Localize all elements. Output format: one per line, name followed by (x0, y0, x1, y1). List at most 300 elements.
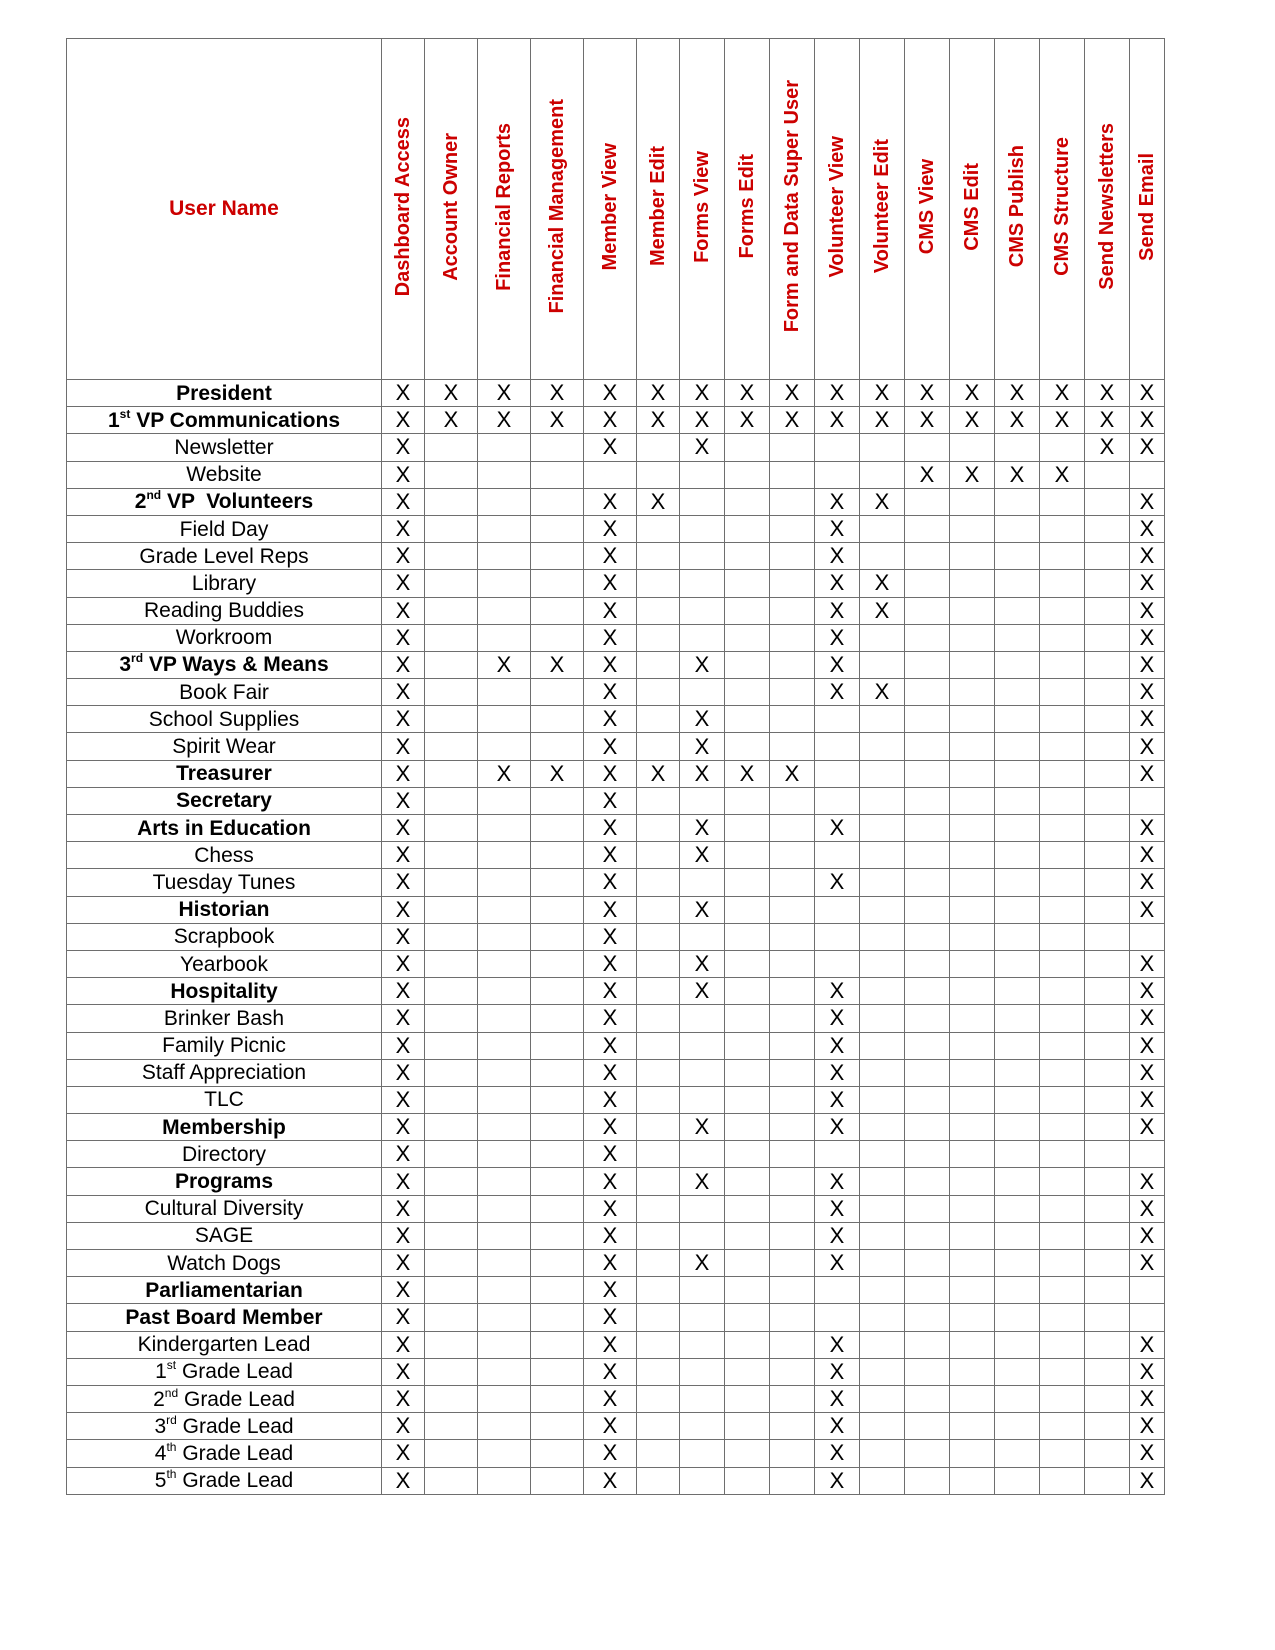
permission-cell-dashboard-access (382, 1222, 425, 1249)
permission-cell-account-owner (425, 733, 478, 760)
permission-cell-financial-management (531, 515, 584, 542)
permission-cell-volunteer-view (815, 950, 860, 977)
permission-mark: X (496, 651, 512, 677)
permission-cell-send-newsletters (1085, 1467, 1130, 1494)
permission-cell-volunteer-edit (860, 624, 905, 651)
user-name-text: SAGE (194, 1224, 254, 1248)
permission-cell-forms-view (680, 1277, 725, 1304)
permission-mark: X (829, 1086, 845, 1112)
permission-cell-form-data-super-user (770, 1059, 815, 1086)
permission-mark: X (1054, 407, 1070, 433)
permission-mark: X (395, 1114, 411, 1140)
permission-cell-cms-edit (950, 1032, 995, 1059)
permission-cell-form-data-super-user (770, 978, 815, 1005)
permission-cell-form-data-super-user (770, 1141, 815, 1168)
permission-mark: X (829, 1195, 845, 1221)
permission-mark: X (694, 651, 710, 677)
table-row (67, 815, 1165, 842)
permission-cell-volunteer-edit (860, 1277, 905, 1304)
permission-mark: X (602, 1304, 618, 1330)
permission-mark: X (602, 1331, 618, 1357)
permission-cell-cms-edit (950, 733, 995, 760)
column-header-label: Form and Data Super User (781, 80, 803, 333)
permission-cell-financial-management (531, 950, 584, 977)
permission-cell-cms-publish (995, 896, 1040, 923)
user-name-cell (67, 950, 382, 977)
user-name-text: Library (191, 571, 257, 595)
user-name-text: Grade Lead (183, 1387, 295, 1411)
user-name-cell (67, 842, 382, 869)
permission-cell-account-owner (425, 570, 478, 597)
permission-cell-forms-view (680, 597, 725, 624)
permission-cell-cms-view (905, 978, 950, 1005)
permission-mark: X (395, 488, 411, 514)
permission-mark: X (1139, 1386, 1155, 1412)
permission-cell-member-edit (637, 760, 680, 787)
permission-cell-send-email (1130, 461, 1165, 488)
permission-mark: X (395, 923, 411, 949)
permission-cell-cms-view (905, 624, 950, 651)
permission-cell-member-view (584, 733, 637, 760)
permission-cell-member-edit (637, 1331, 680, 1358)
permission-mark: X (874, 380, 890, 406)
permission-mark: X (1139, 1114, 1155, 1140)
permission-cell-dashboard-access (382, 1032, 425, 1059)
user-name-cell (67, 679, 382, 706)
permission-mark: X (1139, 1331, 1155, 1357)
permission-cell-member-edit (637, 1467, 680, 1494)
permission-cell-forms-view (680, 896, 725, 923)
ordinal-number: 2 (153, 1387, 165, 1411)
permission-cell-financial-management (531, 461, 584, 488)
ordinal-suffix: th (166, 1439, 177, 1454)
user-name-cell (67, 515, 382, 542)
permission-mark: X (395, 760, 411, 786)
permission-cell-cms-structure (1040, 488, 1085, 515)
user-name-text: Family Picnic (162, 1034, 286, 1058)
permission-cell-dashboard-access (382, 1168, 425, 1195)
permission-cell-cms-edit (950, 1222, 995, 1249)
user-name-text: VP Ways & Means (148, 653, 329, 677)
permission-cell-volunteer-edit (860, 380, 905, 407)
permission-cell-send-email (1130, 923, 1165, 950)
table-row (67, 515, 1165, 542)
permission-mark: X (602, 760, 618, 786)
user-name-text: Kindergarten Lead (137, 1333, 311, 1357)
permission-mark: X (650, 760, 666, 786)
user-name-cell (67, 1032, 382, 1059)
permission-cell-cms-view (905, 407, 950, 434)
permission-cell-financial-reports (478, 1168, 531, 1195)
user-name-cell (67, 407, 382, 434)
permission-cell-volunteer-view (815, 1413, 860, 1440)
permission-mark: X (395, 951, 411, 977)
permission-mark: X (694, 760, 710, 786)
permission-cell-cms-structure (1040, 787, 1085, 814)
permission-cell-send-newsletters (1085, 1086, 1130, 1113)
permission-cell-forms-edit (725, 1032, 770, 1059)
permission-cell-forms-edit (725, 760, 770, 787)
table-row (67, 896, 1165, 923)
permission-cell-form-data-super-user (770, 1277, 815, 1304)
permission-cell-cms-structure (1040, 597, 1085, 624)
permission-cell-forms-edit (725, 679, 770, 706)
permission-cell-cms-structure (1040, 1114, 1085, 1141)
permission-cell-forms-view (680, 679, 725, 706)
column-header-cms-structure (1040, 39, 1085, 380)
permission-cell-forms-edit (725, 1385, 770, 1412)
permission-mark: X (1054, 380, 1070, 406)
table-row (67, 651, 1165, 678)
permission-cell-forms-view (680, 1358, 725, 1385)
permission-cell-form-data-super-user (770, 815, 815, 842)
permission-cell-member-view (584, 543, 637, 570)
permission-cell-dashboard-access (382, 1086, 425, 1113)
permission-cell-member-view (584, 651, 637, 678)
permission-cell-financial-reports (478, 407, 531, 434)
permission-cell-volunteer-view (815, 1059, 860, 1086)
permission-cell-cms-edit (950, 1086, 995, 1113)
permission-cell-cms-view (905, 896, 950, 923)
permission-cell-financial-reports (478, 733, 531, 760)
permission-cell-send-email (1130, 1467, 1165, 1494)
permission-cell-volunteer-edit (860, 1440, 905, 1467)
permission-cell-account-owner (425, 1358, 478, 1385)
permission-cell-member-view (584, 1413, 637, 1440)
permission-cell-financial-management (531, 896, 584, 923)
permission-cell-account-owner (425, 380, 478, 407)
permission-cell-cms-view (905, 1385, 950, 1412)
permission-mark: X (395, 1032, 411, 1058)
permission-cell-volunteer-view (815, 787, 860, 814)
permission-mark: X (964, 380, 980, 406)
permission-cell-cms-structure (1040, 570, 1085, 597)
permission-cell-form-data-super-user (770, 1250, 815, 1277)
permission-cell-dashboard-access (382, 488, 425, 515)
permission-cell-forms-edit (725, 570, 770, 597)
permission-cell-financial-management (531, 1005, 584, 1032)
permission-mark: X (395, 1358, 411, 1384)
permission-cell-dashboard-access (382, 896, 425, 923)
permission-cell-forms-view (680, 1222, 725, 1249)
permission-cell-dashboard-access (382, 651, 425, 678)
permission-cell-forms-view (680, 1440, 725, 1467)
permission-cell-volunteer-view (815, 1141, 860, 1168)
permission-mark: X (1139, 896, 1155, 922)
permission-cell-dashboard-access (382, 407, 425, 434)
permission-cell-cms-edit (950, 1059, 995, 1086)
permission-mark: X (1139, 951, 1155, 977)
permission-cell-cms-view (905, 1141, 950, 1168)
permission-cell-cms-structure (1040, 1277, 1085, 1304)
permission-cell-forms-view (680, 1168, 725, 1195)
permission-cell-dashboard-access (382, 434, 425, 461)
permission-mark: X (829, 407, 845, 433)
permission-cell-cms-edit (950, 515, 995, 542)
permission-cell-send-newsletters (1085, 597, 1130, 624)
permission-cell-volunteer-edit (860, 570, 905, 597)
permission-cell-send-email (1130, 1059, 1165, 1086)
permission-cell-financial-management (531, 407, 584, 434)
ordinal-suffix: rd (131, 651, 144, 666)
permission-cell-cms-structure (1040, 679, 1085, 706)
permission-cell-cms-structure (1040, 1440, 1085, 1467)
permission-mark: X (395, 1141, 411, 1167)
permission-cell-financial-reports (478, 760, 531, 787)
permission-cell-financial-management (531, 733, 584, 760)
permission-cell-volunteer-edit (860, 760, 905, 787)
user-name-cell (67, 651, 382, 678)
permission-mark: X (874, 407, 890, 433)
permission-mark: X (829, 380, 845, 406)
permission-mark: X (395, 1086, 411, 1112)
permission-cell-cms-structure (1040, 706, 1085, 733)
permission-cell-send-email (1130, 1032, 1165, 1059)
permission-cell-cms-structure (1040, 1331, 1085, 1358)
permission-cell-member-view (584, 1195, 637, 1222)
permission-cell-dashboard-access (382, 1440, 425, 1467)
permission-cell-forms-view (680, 706, 725, 733)
permission-cell-send-newsletters (1085, 760, 1130, 787)
permission-mark: X (496, 407, 512, 433)
permission-cell-financial-reports (478, 706, 531, 733)
permission-cell-forms-edit (725, 651, 770, 678)
user-name-cell (67, 461, 382, 488)
permission-mark: X (395, 516, 411, 542)
permission-mark: X (1139, 407, 1155, 433)
permission-cell-cms-view (905, 1195, 950, 1222)
table-row (67, 570, 1165, 597)
permission-cell-cms-view (905, 1086, 950, 1113)
permission-cell-cms-publish (995, 624, 1040, 651)
permission-cell-cms-structure (1040, 380, 1085, 407)
permission-cell-account-owner (425, 434, 478, 461)
user-name-text: Arts in Education (137, 816, 311, 840)
user-name-cell (67, 570, 382, 597)
permission-cell-form-data-super-user (770, 1005, 815, 1032)
permission-cell-cms-view (905, 515, 950, 542)
permission-cell-volunteer-view (815, 434, 860, 461)
permission-cell-financial-reports (478, 461, 531, 488)
permission-mark: X (1139, 815, 1155, 841)
permission-cell-send-email (1130, 978, 1165, 1005)
permission-mark: X (602, 706, 618, 732)
permission-cell-cms-publish (995, 787, 1040, 814)
permission-cell-send-email (1130, 1331, 1165, 1358)
permission-cell-volunteer-view (815, 1277, 860, 1304)
permission-cell-member-view (584, 1222, 637, 1249)
permission-cell-cms-structure (1040, 923, 1085, 950)
permission-mark: X (443, 380, 459, 406)
permission-cell-financial-management (531, 624, 584, 651)
permission-cell-financial-reports (478, 978, 531, 1005)
permission-mark: X (694, 434, 710, 460)
permission-cell-forms-view (680, 1195, 725, 1222)
permission-cell-member-view (584, 869, 637, 896)
permission-cell-cms-view (905, 1032, 950, 1059)
permission-cell-member-view (584, 1250, 637, 1277)
permission-mark: X (602, 516, 618, 542)
permission-cell-cms-view (905, 1222, 950, 1249)
permission-cell-send-email (1130, 597, 1165, 624)
user-name-cell (67, 1141, 382, 1168)
user-name-cell (67, 1413, 382, 1440)
table-row (67, 1440, 1165, 1467)
user-name-text: Scrapbook (173, 925, 275, 949)
permission-cell-send-newsletters (1085, 1005, 1130, 1032)
permission-cell-cms-structure (1040, 515, 1085, 542)
permission-cell-send-newsletters (1085, 1032, 1130, 1059)
permission-cell-cms-publish (995, 1168, 1040, 1195)
ordinal-number: 5 (154, 1469, 167, 1493)
permission-cell-form-data-super-user (770, 651, 815, 678)
permission-cell-financial-reports (478, 815, 531, 842)
table-row (67, 733, 1165, 760)
permission-cell-forms-edit (725, 1413, 770, 1440)
permission-cell-member-edit (637, 651, 680, 678)
permission-cell-financial-management (531, 1467, 584, 1494)
permission-cell-forms-view (680, 1114, 725, 1141)
permission-cell-member-edit (637, 733, 680, 760)
permission-cell-cms-view (905, 570, 950, 597)
permission-mark: X (602, 1032, 618, 1058)
permission-cell-financial-management (531, 760, 584, 787)
permission-mark: X (650, 488, 666, 514)
permission-mark: X (395, 978, 411, 1004)
permission-cell-dashboard-access (382, 1277, 425, 1304)
permission-cell-dashboard-access (382, 733, 425, 760)
permission-cell-member-edit (637, 1059, 680, 1086)
permission-mark: X (829, 1467, 845, 1493)
permission-cell-member-view (584, 1304, 637, 1331)
column-header-label: Send Email (1136, 152, 1158, 261)
user-name-text: President (176, 381, 272, 405)
permission-cell-cms-edit (950, 1114, 995, 1141)
permission-cell-member-view (584, 488, 637, 515)
permission-cell-account-owner (425, 1440, 478, 1467)
permission-mark: X (694, 896, 710, 922)
permission-mark: X (549, 407, 565, 433)
permission-mark: X (829, 1331, 845, 1357)
permission-cell-financial-reports (478, 1358, 531, 1385)
permission-mark: X (1139, 1086, 1155, 1112)
permission-mark: X (602, 1222, 618, 1248)
user-name-text: TLC (204, 1088, 244, 1112)
permission-cell-account-owner (425, 1222, 478, 1249)
permission-cell-cms-edit (950, 461, 995, 488)
permission-cell-cms-publish (995, 1440, 1040, 1467)
permission-mark: X (395, 597, 411, 623)
permission-cell-member-view (584, 597, 637, 624)
permission-cell-member-view (584, 515, 637, 542)
permission-cell-financial-management (531, 488, 584, 515)
permission-cell-member-edit (637, 815, 680, 842)
permission-cell-member-edit (637, 1304, 680, 1331)
permission-cell-forms-edit (725, 815, 770, 842)
permission-cell-cms-edit (950, 1005, 995, 1032)
table-row (67, 1250, 1165, 1277)
permission-cell-volunteer-view (815, 380, 860, 407)
permission-cell-send-email (1130, 380, 1165, 407)
permission-cell-forms-edit (725, 543, 770, 570)
permission-mark: X (602, 787, 618, 813)
permission-cell-forms-view (680, 1385, 725, 1412)
permission-cell-send-email (1130, 1168, 1165, 1195)
user-name-cell (67, 1168, 382, 1195)
table-row (67, 1358, 1165, 1385)
permission-mark: X (395, 1005, 411, 1031)
column-header-volunteer-edit (860, 39, 905, 380)
permission-cell-send-email (1130, 1385, 1165, 1412)
permission-cell-send-email (1130, 1114, 1165, 1141)
permission-cell-forms-edit (725, 1250, 770, 1277)
permission-cell-volunteer-view (815, 488, 860, 515)
column-header-dashboard-access (382, 39, 425, 380)
permission-cell-dashboard-access (382, 679, 425, 706)
permission-cell-account-owner (425, 1114, 478, 1141)
permission-cell-forms-edit (725, 923, 770, 950)
permission-cell-financial-reports (478, 515, 531, 542)
permission-cell-forms-view (680, 923, 725, 950)
permission-cell-member-view (584, 760, 637, 787)
user-name-text: Watch Dogs (167, 1251, 281, 1275)
permission-cell-member-view (584, 1168, 637, 1195)
permission-cell-volunteer-edit (860, 733, 905, 760)
permission-cell-volunteer-edit (860, 869, 905, 896)
permission-mark: X (784, 407, 800, 433)
permission-cell-volunteer-view (815, 1032, 860, 1059)
permission-cell-cms-publish (995, 543, 1040, 570)
permission-cell-volunteer-view (815, 978, 860, 1005)
permission-cell-financial-reports (478, 624, 531, 651)
permission-cell-cms-view (905, 706, 950, 733)
permission-cell-volunteer-view (815, 1467, 860, 1494)
permission-mark: X (1139, 706, 1155, 732)
permission-cell-send-newsletters (1085, 1304, 1130, 1331)
permission-cell-send-email (1130, 896, 1165, 923)
permission-mark: X (694, 1168, 710, 1194)
permission-mark: X (650, 380, 666, 406)
permission-cell-dashboard-access (382, 543, 425, 570)
permission-cell-dashboard-access (382, 1059, 425, 1086)
permission-cell-send-email (1130, 1195, 1165, 1222)
permission-cell-volunteer-view (815, 1385, 860, 1412)
permission-mark: X (739, 380, 755, 406)
user-name-cell (67, 1304, 382, 1331)
permission-cell-financial-management (531, 1250, 584, 1277)
table-row (67, 923, 1165, 950)
permission-cell-financial-reports (478, 1277, 531, 1304)
user-name-text: Treasurer (176, 762, 272, 786)
permission-cell-financial-management (531, 1086, 584, 1113)
permission-cell-send-newsletters (1085, 1358, 1130, 1385)
permission-cell-dashboard-access (382, 597, 425, 624)
user-name-text: Directory (181, 1142, 266, 1166)
permission-cell-volunteer-view (815, 1331, 860, 1358)
permission-cell-volunteer-view (815, 1086, 860, 1113)
permission-cell-member-view (584, 950, 637, 977)
permission-mark: X (1139, 516, 1155, 542)
permission-cell-account-owner (425, 461, 478, 488)
column-header-label: Member Edit (647, 146, 669, 267)
permission-mark: X (919, 407, 935, 433)
permission-cell-member-edit (637, 597, 680, 624)
permission-cell-form-data-super-user (770, 543, 815, 570)
permission-mark: X (395, 1440, 411, 1466)
permission-mark: X (1139, 570, 1155, 596)
permission-mark: X (739, 760, 755, 786)
user-name-cell (67, 597, 382, 624)
